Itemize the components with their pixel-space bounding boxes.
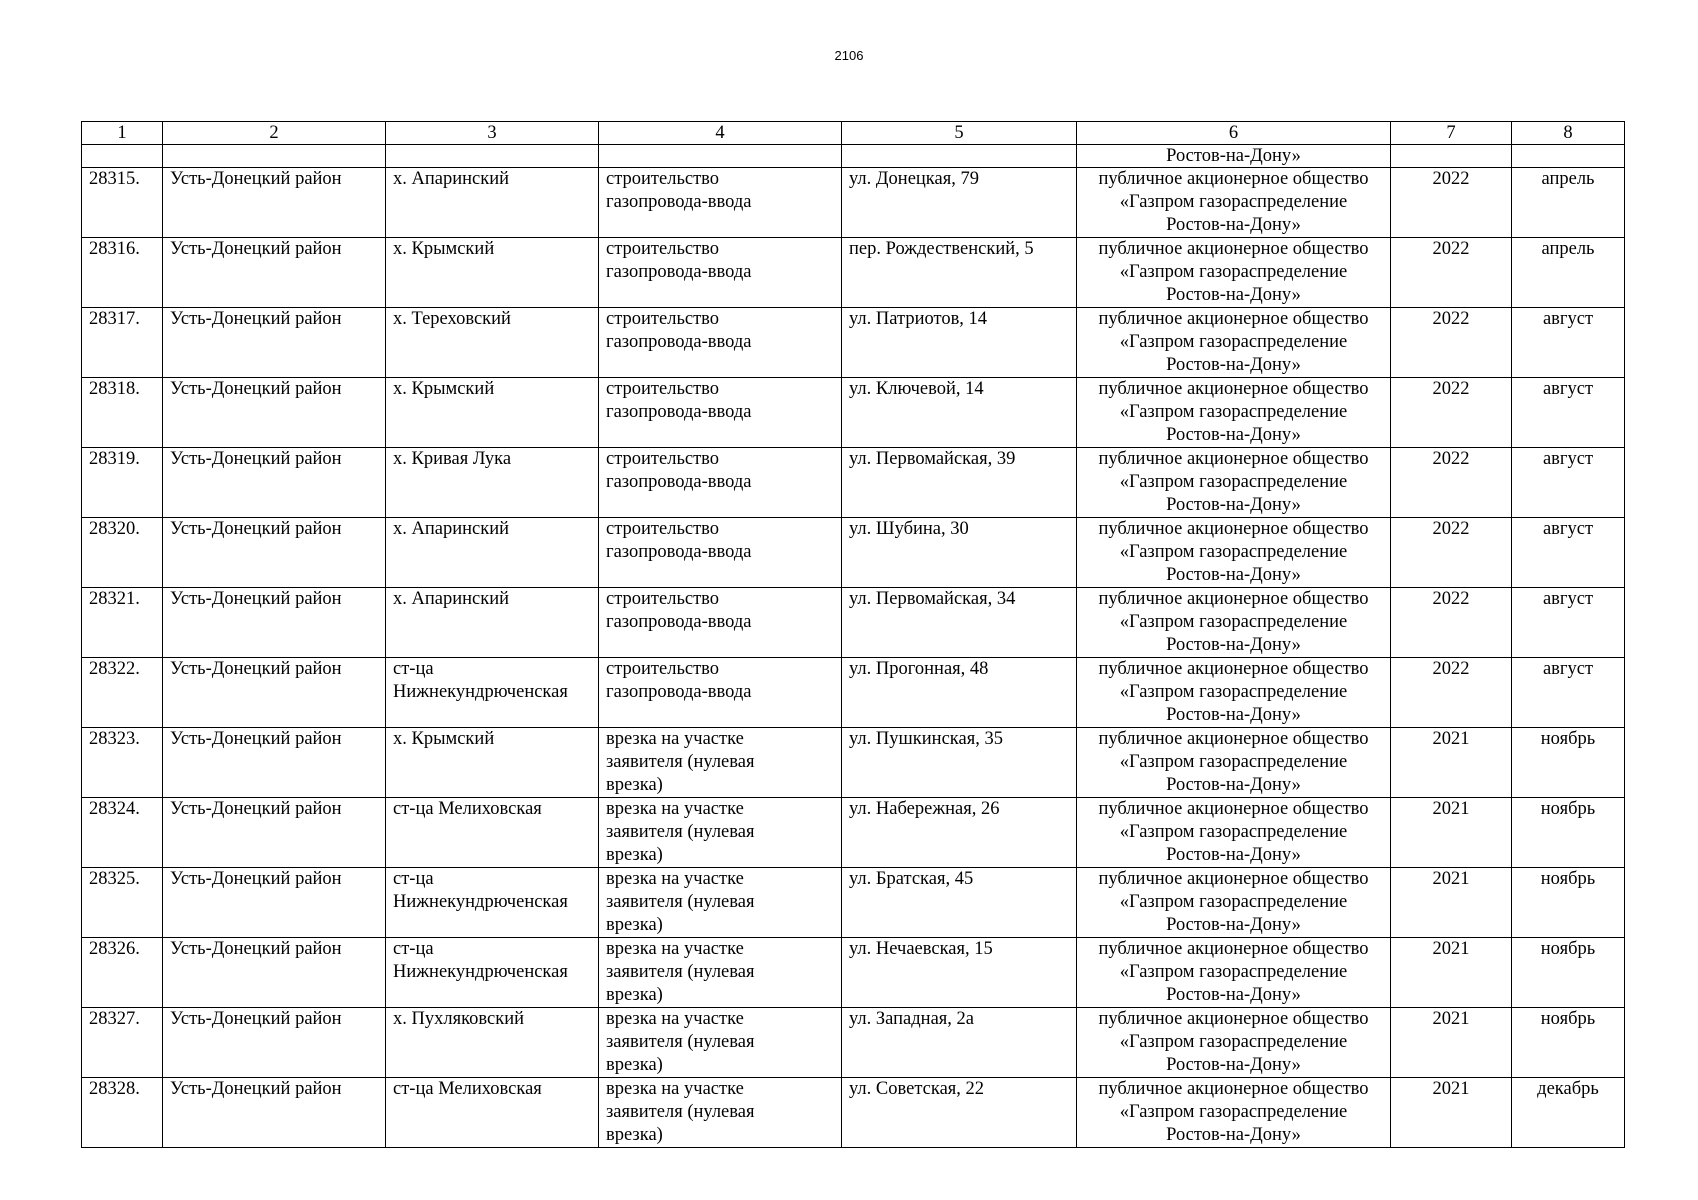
header-row	[82, 122, 1625, 145]
work-type-cell-line: заявителя (нулевая	[606, 1102, 755, 1122]
organization-cell-line: публичное акционерное общество	[1098, 659, 1369, 679]
work-type-cell-line: врезка)	[606, 915, 663, 935]
row-number-cell: 28319.	[82, 448, 163, 518]
work-type-cell-line: врезка)	[606, 845, 663, 865]
row-number-cell: 28322.	[82, 658, 163, 728]
column-header-1: 1	[82, 122, 163, 145]
organization-cell	[1077, 378, 1391, 448]
month-cell: ноябрь	[1512, 1008, 1625, 1078]
district-cell: Усть-Донецкий район	[163, 658, 386, 728]
address-cell: ул. Донецкая, 79	[842, 168, 1077, 238]
row-number-cell: 28317.	[82, 308, 163, 378]
work-type-cell	[599, 168, 842, 238]
work-type-cell	[599, 448, 842, 518]
address-cell: ул. Нечаевская, 15	[842, 938, 1077, 1008]
work-type-cell-line: строительство	[606, 169, 720, 189]
organization-cell-line: «Газпром газораспределение	[1119, 402, 1348, 422]
work-type-cell-line: строительство	[606, 449, 720, 469]
district-cell: Усть-Донецкий район	[163, 448, 386, 518]
column-header-2: 2	[163, 122, 386, 145]
district-cell: Усть-Донецкий район	[163, 168, 386, 238]
work-type-cell	[599, 658, 842, 728]
district-cell: Усть-Донецкий район	[163, 1008, 386, 1078]
organization-cell-line: Ростов-на-Дону»	[1166, 355, 1301, 375]
work-type-cell-line: врезка на участке	[606, 869, 744, 889]
work-type-cell-line: газопровода-ввода	[606, 402, 752, 422]
organization-cell	[1077, 868, 1391, 938]
address-cell: ул. Шубина, 30	[842, 518, 1077, 588]
work-type-cell-line: врезка)	[606, 1055, 663, 1075]
table-row	[82, 308, 1625, 378]
organization-cell-line: «Газпром газораспределение	[1119, 472, 1348, 492]
table-body	[82, 145, 1625, 1148]
year-cell: 2022	[1391, 658, 1512, 728]
year-cell: 2022	[1391, 238, 1512, 308]
work-type-cell-line: врезка на участке	[606, 1079, 744, 1099]
locality-cell	[386, 518, 599, 588]
year-cell: 2021	[1391, 868, 1512, 938]
organization-cell-line: «Газпром газораспределение	[1119, 262, 1348, 282]
locality-cell-line: х. Крымский	[393, 729, 495, 749]
district-cell: Усть-Донецкий район	[163, 1078, 386, 1148]
organization-cell-line: «Газпром газораспределение	[1119, 332, 1348, 352]
continuation-cell-7	[1391, 145, 1512, 168]
locality-cell-line: х. Апаринский	[393, 519, 510, 539]
work-type-cell-line: строительство	[606, 519, 720, 539]
month-cell: ноябрь	[1512, 798, 1625, 868]
work-type-cell-line: врезка на участке	[606, 1009, 744, 1029]
organization-cell-line: публичное акционерное общество	[1098, 169, 1369, 189]
table-row	[82, 448, 1625, 518]
district-cell: Усть-Донецкий район	[163, 588, 386, 658]
locality-cell-line: х. Крымский	[393, 239, 495, 259]
row-number-cell: 28320.	[82, 518, 163, 588]
locality-cell	[386, 938, 599, 1008]
district-cell: Усть-Донецкий район	[163, 238, 386, 308]
organization-cell-line: публичное акционерное общество	[1098, 379, 1369, 399]
column-header-6: 6	[1077, 122, 1391, 145]
work-type-cell-line: заявителя (нулевая	[606, 892, 755, 912]
organization-cell-line: публичное акционерное общество	[1098, 519, 1369, 539]
work-type-cell-line: врезка на участке	[606, 729, 744, 749]
organization-cell-line: публичное акционерное общество	[1098, 589, 1369, 609]
address-cell: ул. Западная, 2а	[842, 1008, 1077, 1078]
year-cell: 2021	[1391, 1078, 1512, 1148]
organization-cell	[1077, 518, 1391, 588]
continuation-cell-4	[599, 145, 842, 168]
organization-cell	[1077, 1008, 1391, 1078]
organization-cell-line: «Газпром газораспределение	[1119, 822, 1348, 842]
locality-cell-line: х. Крымский	[393, 379, 495, 399]
table-row	[82, 938, 1625, 1008]
organization-cell-line: «Газпром газораспределение	[1119, 1102, 1348, 1122]
organization-cell	[1077, 728, 1391, 798]
table-row	[82, 518, 1625, 588]
organization-cell	[1077, 798, 1391, 868]
table-row	[82, 588, 1625, 658]
work-type-cell-line: газопровода-ввода	[606, 682, 752, 702]
continuation-row	[82, 145, 1625, 168]
continuation-cell-8	[1512, 145, 1625, 168]
organization-cell-line: Ростов-на-Дону»	[1166, 915, 1301, 935]
organization-cell-line: Ростов-на-Дону»	[1166, 705, 1301, 725]
month-cell: апрель	[1512, 168, 1625, 238]
work-type-cell	[599, 378, 842, 448]
organization-cell-line: публичное акционерное общество	[1098, 309, 1369, 329]
row-number-cell: 28324.	[82, 798, 163, 868]
organization-cell-line: публичное акционерное общество	[1098, 799, 1369, 819]
work-type-cell-line: газопровода-ввода	[606, 542, 752, 562]
work-type-cell	[599, 308, 842, 378]
work-type-cell	[599, 588, 842, 658]
row-number-cell: 28326.	[82, 938, 163, 1008]
organization-cell-line: публичное акционерное общество	[1098, 939, 1369, 959]
locality-cell	[386, 658, 599, 728]
work-type-cell	[599, 1078, 842, 1148]
table-header	[82, 122, 1625, 145]
district-cell: Усть-Донецкий район	[163, 518, 386, 588]
work-type-cell-line: газопровода-ввода	[606, 262, 752, 282]
continuation-org-cell: Ростов-на-Дону»	[1077, 145, 1391, 168]
work-type-cell-line: газопровода-ввода	[606, 332, 752, 352]
continuation-cell-1	[82, 145, 163, 168]
table-row	[82, 658, 1625, 728]
organization-cell-line: Ростов-на-Дону»	[1166, 495, 1301, 515]
organization-cell-line: Ростов-на-Дону»	[1166, 775, 1301, 795]
work-type-cell-line: газопровода-ввода	[606, 472, 752, 492]
district-cell: Усть-Донецкий район	[163, 378, 386, 448]
address-cell: ул. Братская, 45	[842, 868, 1077, 938]
locality-cell	[386, 798, 599, 868]
locality-cell-line: ст-ца	[393, 869, 434, 889]
row-number-cell: 28325.	[82, 868, 163, 938]
month-cell: август	[1512, 378, 1625, 448]
work-type-cell	[599, 938, 842, 1008]
organization-cell-line: «Газпром газораспределение	[1119, 192, 1348, 212]
table-row	[82, 868, 1625, 938]
organization-cell-line: Ростов-на-Дону»	[1166, 635, 1301, 655]
address-cell: ул. Прогонная, 48	[842, 658, 1077, 728]
organization-cell	[1077, 308, 1391, 378]
table-row	[82, 798, 1625, 868]
locality-cell-line: х. Пухляковский	[393, 1009, 525, 1029]
row-number-cell: 28327.	[82, 1008, 163, 1078]
column-header-8: 8	[1512, 122, 1625, 145]
organization-cell-line: «Газпром газораспределение	[1119, 682, 1348, 702]
address-cell: ул. Первомайская, 34	[842, 588, 1077, 658]
organization-cell-line: Ростов-на-Дону»	[1166, 285, 1301, 305]
work-type-cell-line: строительство	[606, 309, 720, 329]
work-type-cell-line: заявителя (нулевая	[606, 822, 755, 842]
organization-cell-line: публичное акционерное общество	[1098, 869, 1369, 889]
month-cell: август	[1512, 308, 1625, 378]
month-cell: ноябрь	[1512, 868, 1625, 938]
locality-cell	[386, 308, 599, 378]
locality-cell	[386, 238, 599, 308]
locality-cell-line: ст-ца Мелиховская	[393, 1079, 542, 1099]
organization-cell	[1077, 1078, 1391, 1148]
locality-cell	[386, 868, 599, 938]
year-cell: 2022	[1391, 308, 1512, 378]
month-cell: август	[1512, 518, 1625, 588]
year-cell: 2021	[1391, 798, 1512, 868]
work-type-cell	[599, 728, 842, 798]
organization-cell-line: публичное акционерное общество	[1098, 1079, 1369, 1099]
month-cell: ноябрь	[1512, 938, 1625, 1008]
table-row	[82, 238, 1625, 308]
month-cell: август	[1512, 588, 1625, 658]
year-cell: 2021	[1391, 938, 1512, 1008]
district-cell: Усть-Донецкий район	[163, 798, 386, 868]
continuation-cell-2	[163, 145, 386, 168]
address-cell: ул. Ключевой, 14	[842, 378, 1077, 448]
organization-cell-line: публичное акционерное общество	[1098, 1009, 1369, 1029]
month-cell: апрель	[1512, 238, 1625, 308]
locality-cell-line: х. Тереховский	[393, 309, 511, 329]
locality-cell	[386, 1008, 599, 1078]
row-number-cell: 28316.	[82, 238, 163, 308]
locality-cell-line: ст-ца	[393, 659, 434, 679]
continuation-cell-3	[386, 145, 599, 168]
organization-cell-line: «Газпром газораспределение	[1119, 892, 1348, 912]
table-row	[82, 378, 1625, 448]
address-cell: ул. Патриотов, 14	[842, 308, 1077, 378]
locality-cell-line: Нижнекундрюченская	[393, 892, 568, 912]
organization-cell-line: Ростов-на-Дону»	[1166, 215, 1301, 235]
locality-cell-line: Нижнекундрюченская	[393, 962, 568, 982]
work-type-cell	[599, 238, 842, 308]
year-cell: 2021	[1391, 1008, 1512, 1078]
locality-cell	[386, 588, 599, 658]
organization-cell-line: Ростов-на-Дону»	[1166, 845, 1301, 865]
table-row	[82, 168, 1625, 238]
year-cell: 2022	[1391, 448, 1512, 518]
locality-cell	[386, 1078, 599, 1148]
column-header-4: 4	[599, 122, 842, 145]
organization-cell	[1077, 448, 1391, 518]
organization-cell-line: публичное акционерное общество	[1098, 729, 1369, 749]
district-cell: Усть-Донецкий район	[163, 938, 386, 1008]
row-number-cell: 28323.	[82, 728, 163, 798]
table-row	[82, 728, 1625, 798]
organization-cell-line: «Газпром газораспределение	[1119, 1032, 1348, 1052]
year-cell: 2022	[1391, 378, 1512, 448]
work-type-cell	[599, 518, 842, 588]
month-cell: август	[1512, 448, 1625, 518]
register-table	[81, 121, 1625, 1148]
work-type-cell-line: строительство	[606, 239, 720, 259]
work-type-cell-line: заявителя (нулевая	[606, 962, 755, 982]
organization-cell-line: Ростов-на-Дону»	[1166, 565, 1301, 585]
organization-cell-line: Ростов-на-Дону»	[1166, 1055, 1301, 1075]
year-cell: 2022	[1391, 168, 1512, 238]
work-type-cell-line: строительство	[606, 379, 720, 399]
organization-cell-line: Ростов-на-Дону»	[1166, 1125, 1301, 1145]
work-type-cell-line: газопровода-ввода	[606, 192, 752, 212]
organization-cell-line: «Газпром газораспределение	[1119, 962, 1348, 982]
work-type-cell-line: врезка на участке	[606, 939, 744, 959]
column-header-3: 3	[386, 122, 599, 145]
work-type-cell-line: врезка)	[606, 775, 663, 795]
locality-cell	[386, 378, 599, 448]
work-type-cell-line: заявителя (нулевая	[606, 1032, 755, 1052]
locality-cell-line: х. Кривая Лука	[393, 449, 512, 469]
organization-cell	[1077, 588, 1391, 658]
month-cell: ноябрь	[1512, 728, 1625, 798]
year-cell: 2022	[1391, 588, 1512, 658]
locality-cell-line: х. Апаринский	[393, 589, 510, 609]
row-number-cell: 28321.	[82, 588, 163, 658]
work-type-cell	[599, 868, 842, 938]
organization-cell	[1077, 658, 1391, 728]
organization-cell	[1077, 238, 1391, 308]
work-type-cell-line: врезка)	[606, 1125, 663, 1145]
month-cell: август	[1512, 658, 1625, 728]
table-row	[82, 1008, 1625, 1078]
organization-cell-line: Ростов-на-Дону»	[1166, 985, 1301, 1005]
column-header-5: 5	[842, 122, 1077, 145]
work-type-cell-line: строительство	[606, 659, 720, 679]
locality-cell	[386, 448, 599, 518]
work-type-cell	[599, 798, 842, 868]
district-cell: Усть-Донецкий район	[163, 308, 386, 378]
work-type-cell-line: заявителя (нулевая	[606, 752, 755, 772]
locality-cell	[386, 728, 599, 798]
organization-cell-line: публичное акционерное общество	[1098, 449, 1369, 469]
address-cell: пер. Рождественский, 5	[842, 238, 1077, 308]
organization-cell	[1077, 168, 1391, 238]
address-cell: ул. Советская, 22	[842, 1078, 1077, 1148]
district-cell: Усть-Донецкий район	[163, 868, 386, 938]
year-cell: 2022	[1391, 518, 1512, 588]
year-cell: 2021	[1391, 728, 1512, 798]
continuation-cell-5	[842, 145, 1077, 168]
locality-cell-line: ст-ца Мелиховская	[393, 799, 542, 819]
locality-cell-line: Нижнекундрюченская	[393, 682, 568, 702]
locality-cell-line: ст-ца	[393, 939, 434, 959]
address-cell: ул. Первомайская, 39	[842, 448, 1077, 518]
organization-cell-line: «Газпром газораспределение	[1119, 752, 1348, 772]
row-number-cell: 28315.	[82, 168, 163, 238]
table-row	[82, 1078, 1625, 1148]
organization-cell-line: «Газпром газораспределение	[1119, 542, 1348, 562]
organization-cell-line: Ростов-на-Дону»	[1166, 425, 1301, 445]
address-cell: ул. Пушкинская, 35	[842, 728, 1077, 798]
column-header-7: 7	[1391, 122, 1512, 145]
work-type-cell	[599, 1008, 842, 1078]
organization-cell-line: «Газпром газораспределение	[1119, 612, 1348, 632]
organization-cell-line: публичное акционерное общество	[1098, 239, 1369, 259]
locality-cell	[386, 168, 599, 238]
work-type-cell-line: врезка на участке	[606, 799, 744, 819]
work-type-cell-line: врезка)	[606, 985, 663, 1005]
month-cell: декабрь	[1512, 1078, 1625, 1148]
row-number-cell: 28318.	[82, 378, 163, 448]
page-number: 2106	[834, 48, 864, 63]
locality-cell-line: х. Апаринский	[393, 169, 510, 189]
district-cell: Усть-Донецкий район	[163, 728, 386, 798]
row-number-cell: 28328.	[82, 1078, 163, 1148]
work-type-cell-line: газопровода-ввода	[606, 612, 752, 632]
organization-cell	[1077, 938, 1391, 1008]
address-cell: ул. Набережная, 26	[842, 798, 1077, 868]
work-type-cell-line: строительство	[606, 589, 720, 609]
